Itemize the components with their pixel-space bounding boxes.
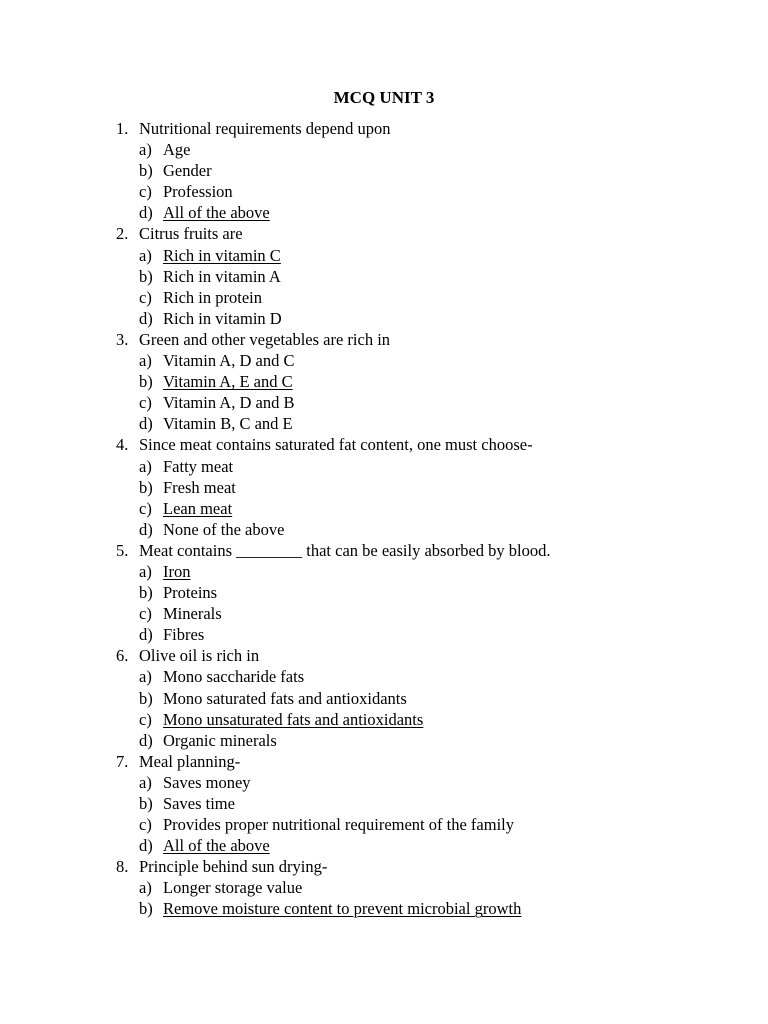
- option-7-c: [0, 814, 768, 835]
- correct-answer-text: Vitamin A, E and C: [163, 372, 293, 392]
- correct-answer-text: Rich in vitamin C: [163, 245, 281, 265]
- question-text: Green and other vegetables are rich in: [139, 329, 391, 349]
- question-text: Principle behind sun drying-: [139, 857, 328, 877]
- option-text: Gender: [163, 161, 212, 181]
- correct-answer-text: Mono unsaturated fats and antioxidants: [163, 709, 424, 729]
- question-4: [0, 434, 768, 455]
- option-5-a: [0, 561, 768, 582]
- question-number: 8.: [116, 857, 129, 877]
- option-2-a: [0, 245, 768, 266]
- option-4-d: [0, 519, 768, 540]
- question-list: [0, 118, 768, 920]
- question-2: [0, 223, 768, 244]
- option-text: Proteins: [163, 583, 218, 603]
- option-letter: c): [139, 604, 152, 624]
- option-7-a: [0, 772, 768, 793]
- option-1-c: [0, 181, 768, 202]
- option-4-b: [0, 477, 768, 498]
- option-letter: d): [139, 203, 153, 223]
- option-text: Longer storage value: [163, 878, 303, 898]
- option-5-d: [0, 624, 768, 645]
- question-number: 2.: [116, 224, 129, 244]
- page-title: MCQ UNIT 3: [333, 88, 435, 107]
- option-letter: a): [139, 245, 152, 265]
- correct-answer-text: Remove moisture content to prevent microbial growth: [163, 899, 522, 919]
- option-4-c: [0, 498, 768, 519]
- option-letter: c): [139, 287, 152, 307]
- option-2-b: [0, 266, 768, 287]
- option-letter: c): [139, 182, 152, 202]
- option-letter: b): [139, 794, 153, 813]
- option-text: Mono saccharide fats: [163, 667, 305, 687]
- question-3: [0, 329, 768, 350]
- option-letter: a): [139, 140, 152, 160]
- question-text: Meal planning-: [139, 751, 241, 771]
- option-1-a: [0, 139, 768, 160]
- correct-answer-text: All of the above: [163, 836, 270, 856]
- option-text: Vitamin A, D and C: [163, 351, 295, 371]
- option-letter: c): [139, 709, 152, 729]
- option-letter: a): [139, 561, 152, 581]
- question-number: 7.: [116, 751, 129, 771]
- option-3-d: [0, 413, 768, 434]
- option-letter: d): [139, 730, 153, 750]
- option-letter: a): [139, 351, 152, 371]
- option-4-a: [0, 456, 768, 477]
- option-letter: a): [139, 772, 152, 792]
- option-text: Saves money: [163, 772, 251, 792]
- option-text: Fatty meat: [163, 456, 234, 476]
- option-2-d: [0, 308, 768, 329]
- question-text: Olive oil is rich in: [139, 646, 260, 666]
- option-1-b: [0, 160, 768, 181]
- option-7-b: [0, 793, 768, 814]
- option-3-a: [0, 350, 768, 371]
- option-text: Provides proper nutritional requirement of the family: [163, 815, 514, 835]
- option-2-c: [0, 287, 768, 308]
- option-letter: a): [139, 878, 152, 898]
- question-number: 4.: [116, 435, 129, 455]
- option-letter: b): [139, 372, 153, 392]
- question-1: [0, 118, 768, 139]
- option-letter: c): [139, 815, 152, 835]
- option-6-b: [0, 688, 768, 709]
- option-letter: b): [139, 161, 153, 181]
- question-text: Citrus fruits are: [139, 224, 243, 244]
- option-letter: d): [139, 308, 153, 328]
- option-text: Fresh meat: [163, 477, 236, 497]
- option-5-c: [0, 603, 768, 624]
- option-letter: c): [139, 393, 152, 413]
- question-8: [0, 856, 768, 877]
- option-text: Organic minerals: [163, 730, 277, 750]
- option-6-d: [0, 730, 768, 751]
- question-number: 3.: [116, 329, 129, 349]
- option-text: Mono saturated fats and antioxidants: [163, 688, 407, 708]
- question-7: [0, 751, 768, 772]
- option-letter: b): [139, 899, 153, 919]
- option-text: Saves time: [163, 794, 235, 813]
- option-text: Minerals: [163, 604, 222, 624]
- option-6-a: [0, 666, 768, 687]
- question-text: Since meat contains saturated fat content, one must choose-: [139, 435, 533, 455]
- option-text: Rich in vitamin D: [163, 308, 282, 328]
- option-text: Age: [163, 140, 191, 160]
- option-3-c: [0, 392, 768, 413]
- correct-answer-text: All of the above: [163, 203, 270, 223]
- option-text: Fibres: [163, 625, 205, 645]
- option-letter: d): [139, 414, 153, 434]
- question-number: 1.: [116, 119, 129, 138]
- question-5: [0, 540, 768, 561]
- option-letter: c): [139, 498, 152, 518]
- question-text: Nutritional requirements depend upon: [139, 119, 391, 138]
- correct-answer-text: Lean meat: [163, 498, 233, 518]
- question-number: 5.: [116, 540, 129, 560]
- option-text: Vitamin A, D and B: [163, 393, 295, 413]
- question-6: [0, 645, 768, 666]
- option-3-b: [0, 371, 768, 392]
- question-text: Meat contains ________ that can be easily absorbed by blood.: [139, 540, 551, 560]
- option-letter: b): [139, 688, 153, 708]
- option-8-a: [0, 877, 768, 898]
- option-text: None of the above: [163, 519, 285, 539]
- option-letter: d): [139, 519, 153, 539]
- option-text: Vitamin B, C and E: [163, 414, 293, 434]
- option-5-b: [0, 582, 768, 603]
- option-7-d: [0, 835, 768, 856]
- option-1-d: [0, 202, 768, 223]
- option-text: Rich in protein: [163, 287, 262, 307]
- option-letter: b): [139, 477, 153, 497]
- option-letter: d): [139, 625, 153, 645]
- option-8-b: [0, 898, 768, 919]
- correct-answer-text: Iron: [163, 561, 191, 581]
- option-letter: b): [139, 266, 153, 286]
- option-text: Rich in vitamin A: [163, 266, 281, 286]
- option-letter: a): [139, 667, 152, 687]
- option-text: Profession: [163, 182, 233, 202]
- option-6-c: [0, 709, 768, 730]
- option-letter: d): [139, 836, 153, 856]
- option-letter: a): [139, 456, 152, 476]
- question-number: 6.: [116, 646, 129, 666]
- option-letter: b): [139, 583, 153, 603]
